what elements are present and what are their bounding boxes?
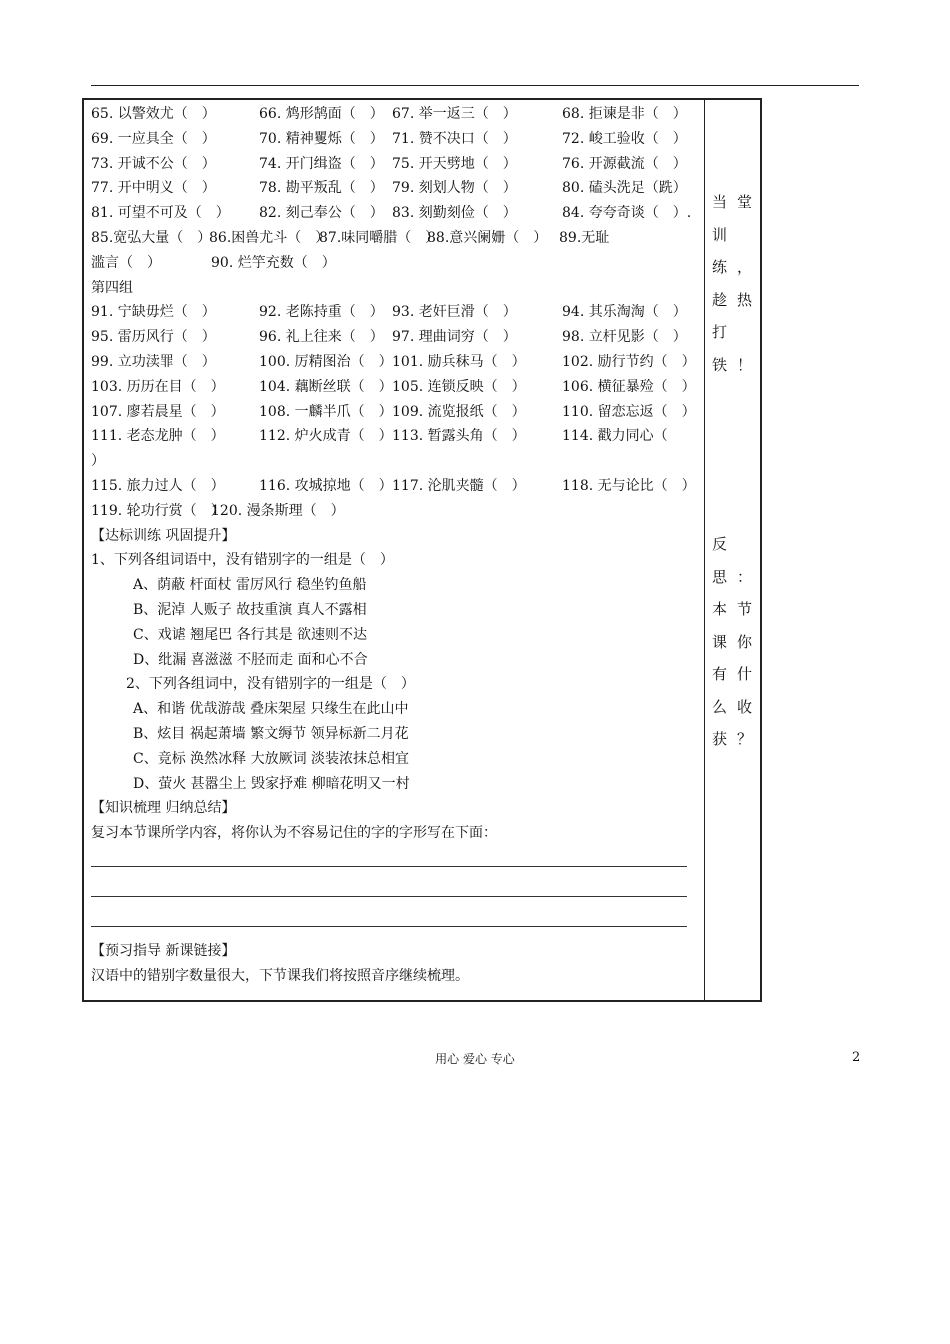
side-note-char: 铁 — [712, 355, 728, 374]
idiom-item: 102. 励行节约（ ） — [562, 353, 696, 370]
idiom-item: 99. 立功渎罪（ ） — [91, 353, 216, 370]
q2-option-c: C、竞标 涣然冰释 大放厥词 淡装浓抹总相宜 — [133, 750, 410, 767]
question-line — [91, 300, 696, 325]
side-note-row — [712, 349, 752, 382]
idiom-item: 105. 连锁反映（ ） — [392, 378, 526, 395]
side-note-row — [712, 593, 752, 626]
idiom-item: 90. 烂竽充数（ ） — [211, 254, 336, 271]
idiom-item: 115. 旅力过人（ ） — [91, 477, 225, 494]
side-note-row — [712, 316, 752, 349]
question-1: 1、下列各组词语中，没有错别字的一组是（ ） — [91, 552, 394, 569]
idiom-item: 70. 精神矍烁（ ） — [259, 130, 384, 147]
side-note-row — [712, 186, 752, 219]
q1-option-c: C、戏谑 翘尾巴 各行其是 欲速则不达 — [133, 626, 368, 643]
idiom-item: 81. 可望不可及（ ） — [91, 205, 230, 222]
preview-text: 汉语中的错别字数量很大，下节课我们将按照音序继续梳理。 — [91, 967, 469, 984]
side-note-char: 么 — [712, 697, 728, 716]
idiom-item: 119. 轮功行赏（ ） — [91, 502, 225, 519]
idiom-item: 97. 理曲词穷（ ） — [392, 329, 517, 346]
side-note-row — [712, 723, 752, 756]
idiom-item: 94. 其乐淘淘（ ） — [562, 304, 687, 321]
idiom-item: 112. 炉火成青（ ） — [259, 428, 393, 445]
group-title: 第四组 — [91, 279, 133, 296]
q1-option-b: B、泥淖 人贩子 故技重演 真人不露相 — [133, 601, 367, 618]
question-line — [91, 127, 696, 152]
q1-option-d: D、纰漏 喜滋滋 不胫而走 面和心不合 — [133, 651, 368, 668]
side-note-char: 课 — [712, 632, 728, 651]
side-note-char: ？ — [736, 730, 752, 748]
idiom-item: 滥言（ ） — [91, 254, 161, 271]
idiom-item: 106. 横征暴殓（ ） — [562, 378, 696, 395]
summary-heading: 【知识梳理 归纳总结】 — [91, 800, 236, 817]
idiom-item: 75. 开天劈地（ ） — [392, 155, 517, 172]
q1-option-a: A、荫蔽 杆面杖 雷厉风行 稳坐钓鱼船 — [133, 577, 367, 594]
side-note-char: 思 — [712, 567, 728, 586]
idiom-item: 91. 宁缺毋烂（ ） — [91, 304, 216, 321]
idiom-item: 77. 开中明义（ ） — [91, 180, 216, 197]
side-note-row — [712, 658, 752, 691]
idiom-item: 116. 攻城掠地（ ） — [259, 477, 393, 494]
side-note-char: 趁 — [712, 290, 728, 309]
side-note-row — [712, 561, 752, 594]
question-line — [91, 449, 696, 474]
question-line — [91, 102, 696, 127]
question-line — [91, 424, 696, 449]
preview-heading: 【预习指导 新课链接】 — [91, 942, 236, 959]
idiom-item: 95. 雷历风行（ ） — [91, 329, 216, 346]
side-note-char: 有 — [712, 665, 728, 683]
footer-motto: 用心 爱心 专心 — [435, 1052, 515, 1066]
main-column — [91, 102, 696, 989]
side-note-char: 当 — [712, 193, 728, 211]
idiom-item: 118. 无与论比（ ） — [562, 477, 696, 494]
side-note-char: 热 — [736, 290, 752, 309]
side-note-char: ： — [736, 567, 752, 586]
header-rule — [91, 85, 859, 86]
idiom-item: 74. 开门缉盗（ ） — [259, 155, 384, 172]
idiom-item: 69. 一应具全（ ） — [91, 130, 216, 147]
side-note-char: 堂 — [736, 193, 752, 211]
idiom-item: 85.宽弘大量（ ） — [91, 229, 212, 246]
side-note-practice — [712, 186, 752, 381]
side-note-char: 练 — [712, 258, 728, 276]
question-line — [91, 152, 696, 177]
idiom-item: 109. 流览报纸（ ） — [392, 403, 526, 420]
idiom-item: 66. 鸩形鹄面（ ） — [259, 106, 384, 122]
idiom-item: 98. 立杆见影（ ） — [562, 329, 687, 346]
idiom-item: 120. 漫条斯理（ ） — [211, 502, 345, 519]
question-line — [91, 251, 696, 276]
idiom-item: 93. 老奸巨滑（ ） — [392, 304, 517, 321]
side-note-char: 获 — [712, 730, 728, 748]
side-note-char: 本 — [712, 600, 728, 618]
side-note-row — [712, 251, 752, 284]
side-note-reflection — [712, 528, 752, 756]
idiom-item: 117. 沦肌夹髓（ ） — [392, 477, 526, 494]
question-line — [91, 499, 696, 524]
idiom-item: 113. 暂露头角（ ） — [392, 428, 526, 445]
question-line — [91, 400, 696, 425]
idiom-item: 78. 勘平叛乱（ ） — [259, 180, 384, 197]
question-line — [91, 176, 696, 201]
column-divider — [704, 100, 705, 1000]
idiom-item: 72. 峻工验收（ ） — [562, 130, 687, 147]
side-note-row — [712, 626, 752, 659]
idiom-item: 108. 一麟半爪（ ） — [259, 403, 393, 420]
worksheet-table — [82, 98, 762, 1002]
side-note-char: 反 — [712, 535, 728, 553]
side-note-char: 收 — [736, 697, 752, 716]
q2-option-b: B、炫目 祸起萧墙 繁文缛节 领异标新二月花 — [133, 725, 409, 742]
idiom-item: 84. 夸夸奇谈（ ）. — [562, 205, 692, 222]
idiom-item: 101. 励兵秣马（ ） — [392, 353, 526, 370]
side-note-char: 训 — [712, 225, 728, 244]
side-note-char: 你 — [736, 632, 752, 651]
idiom-item: ） — [91, 453, 105, 470]
idiom-item: 73. 开诚不公（ ） — [91, 155, 216, 172]
idiom-item: 92. 老陈持重（ ） — [259, 304, 384, 321]
side-note-char: ， — [736, 258, 752, 276]
idiom-item: 114. 戳力同心（ — [562, 428, 668, 445]
idiom-item: 100. 厉精图治（ ） — [259, 353, 393, 370]
question-line — [91, 276, 696, 301]
idiom-item: 71. 赞不决口（ ） — [392, 130, 517, 147]
question-line — [91, 226, 696, 251]
question-line — [91, 350, 696, 375]
question-line — [91, 325, 696, 350]
idiom-item: 68. 拒谏是非（ ） — [562, 106, 687, 122]
question-line — [91, 201, 696, 226]
summary-instruction: 复习本节课所学内容，将你认为不容易记住的字的字形写在下面： — [91, 825, 497, 842]
idiom-item: 79. 刻划人物（ ） — [392, 180, 517, 197]
idiom-item: 82. 刻己奉公（ ） — [259, 205, 384, 222]
idiom-item: 96. 礼上往来（ ） — [259, 329, 384, 346]
idiom-question-list — [91, 102, 696, 524]
idiom-item: 104. 藕断丝联（ ） — [259, 378, 393, 395]
question-line — [91, 474, 696, 499]
idiom-item: 89.无耻 — [559, 229, 610, 246]
idiom-item: 83. 刻勤刻俭（ ） — [392, 205, 517, 222]
side-note-row — [712, 528, 752, 561]
idiom-item: 87.味同嚼腊（ ） — [319, 229, 440, 246]
idiom-item: 67. 举一返三（ ） — [392, 106, 517, 122]
side-note-char: ！ — [736, 355, 752, 374]
idiom-item: 110. 留恋忘返（ ） — [562, 403, 696, 420]
q2-option-d: D、萤火 甚嚣尘上 毁家抒难 柳暗花明又一村 — [133, 775, 410, 792]
side-note-row — [712, 284, 752, 317]
idiom-item: 88.意兴阑姗（ ） — [427, 229, 548, 246]
idiom-item: 111. 老态龙肿（ ） — [91, 428, 225, 445]
practice-heading: 【达标训练 巩固提升】 — [91, 527, 236, 544]
question-2: 2、下列各组词中，没有错别字的一组是（ ） — [126, 676, 415, 693]
idiom-item: 103. 历历在目（ ） — [91, 378, 225, 395]
side-note-char: 打 — [712, 323, 728, 341]
question-line — [91, 375, 696, 400]
q2-option-a: A、和谐 优哉游哉 叠床架屋 只缘生在此山中 — [133, 701, 409, 718]
side-note-char: 什 — [736, 665, 752, 683]
side-note-char: 节 — [736, 600, 752, 618]
page-number: 2 — [852, 1050, 861, 1065]
idiom-item: 107. 廖若晨星（ ） — [91, 403, 225, 420]
idiom-item: 80. 磕头洗足（跣） — [562, 180, 687, 197]
idiom-item: 65. 以警效尤（ ） — [91, 106, 216, 122]
idiom-item: 76. 开源截流（ ） — [562, 155, 687, 172]
side-note-row — [712, 691, 752, 724]
side-note-row — [712, 219, 752, 252]
idiom-item: 86.困兽尤斗（ ） — [209, 229, 330, 246]
